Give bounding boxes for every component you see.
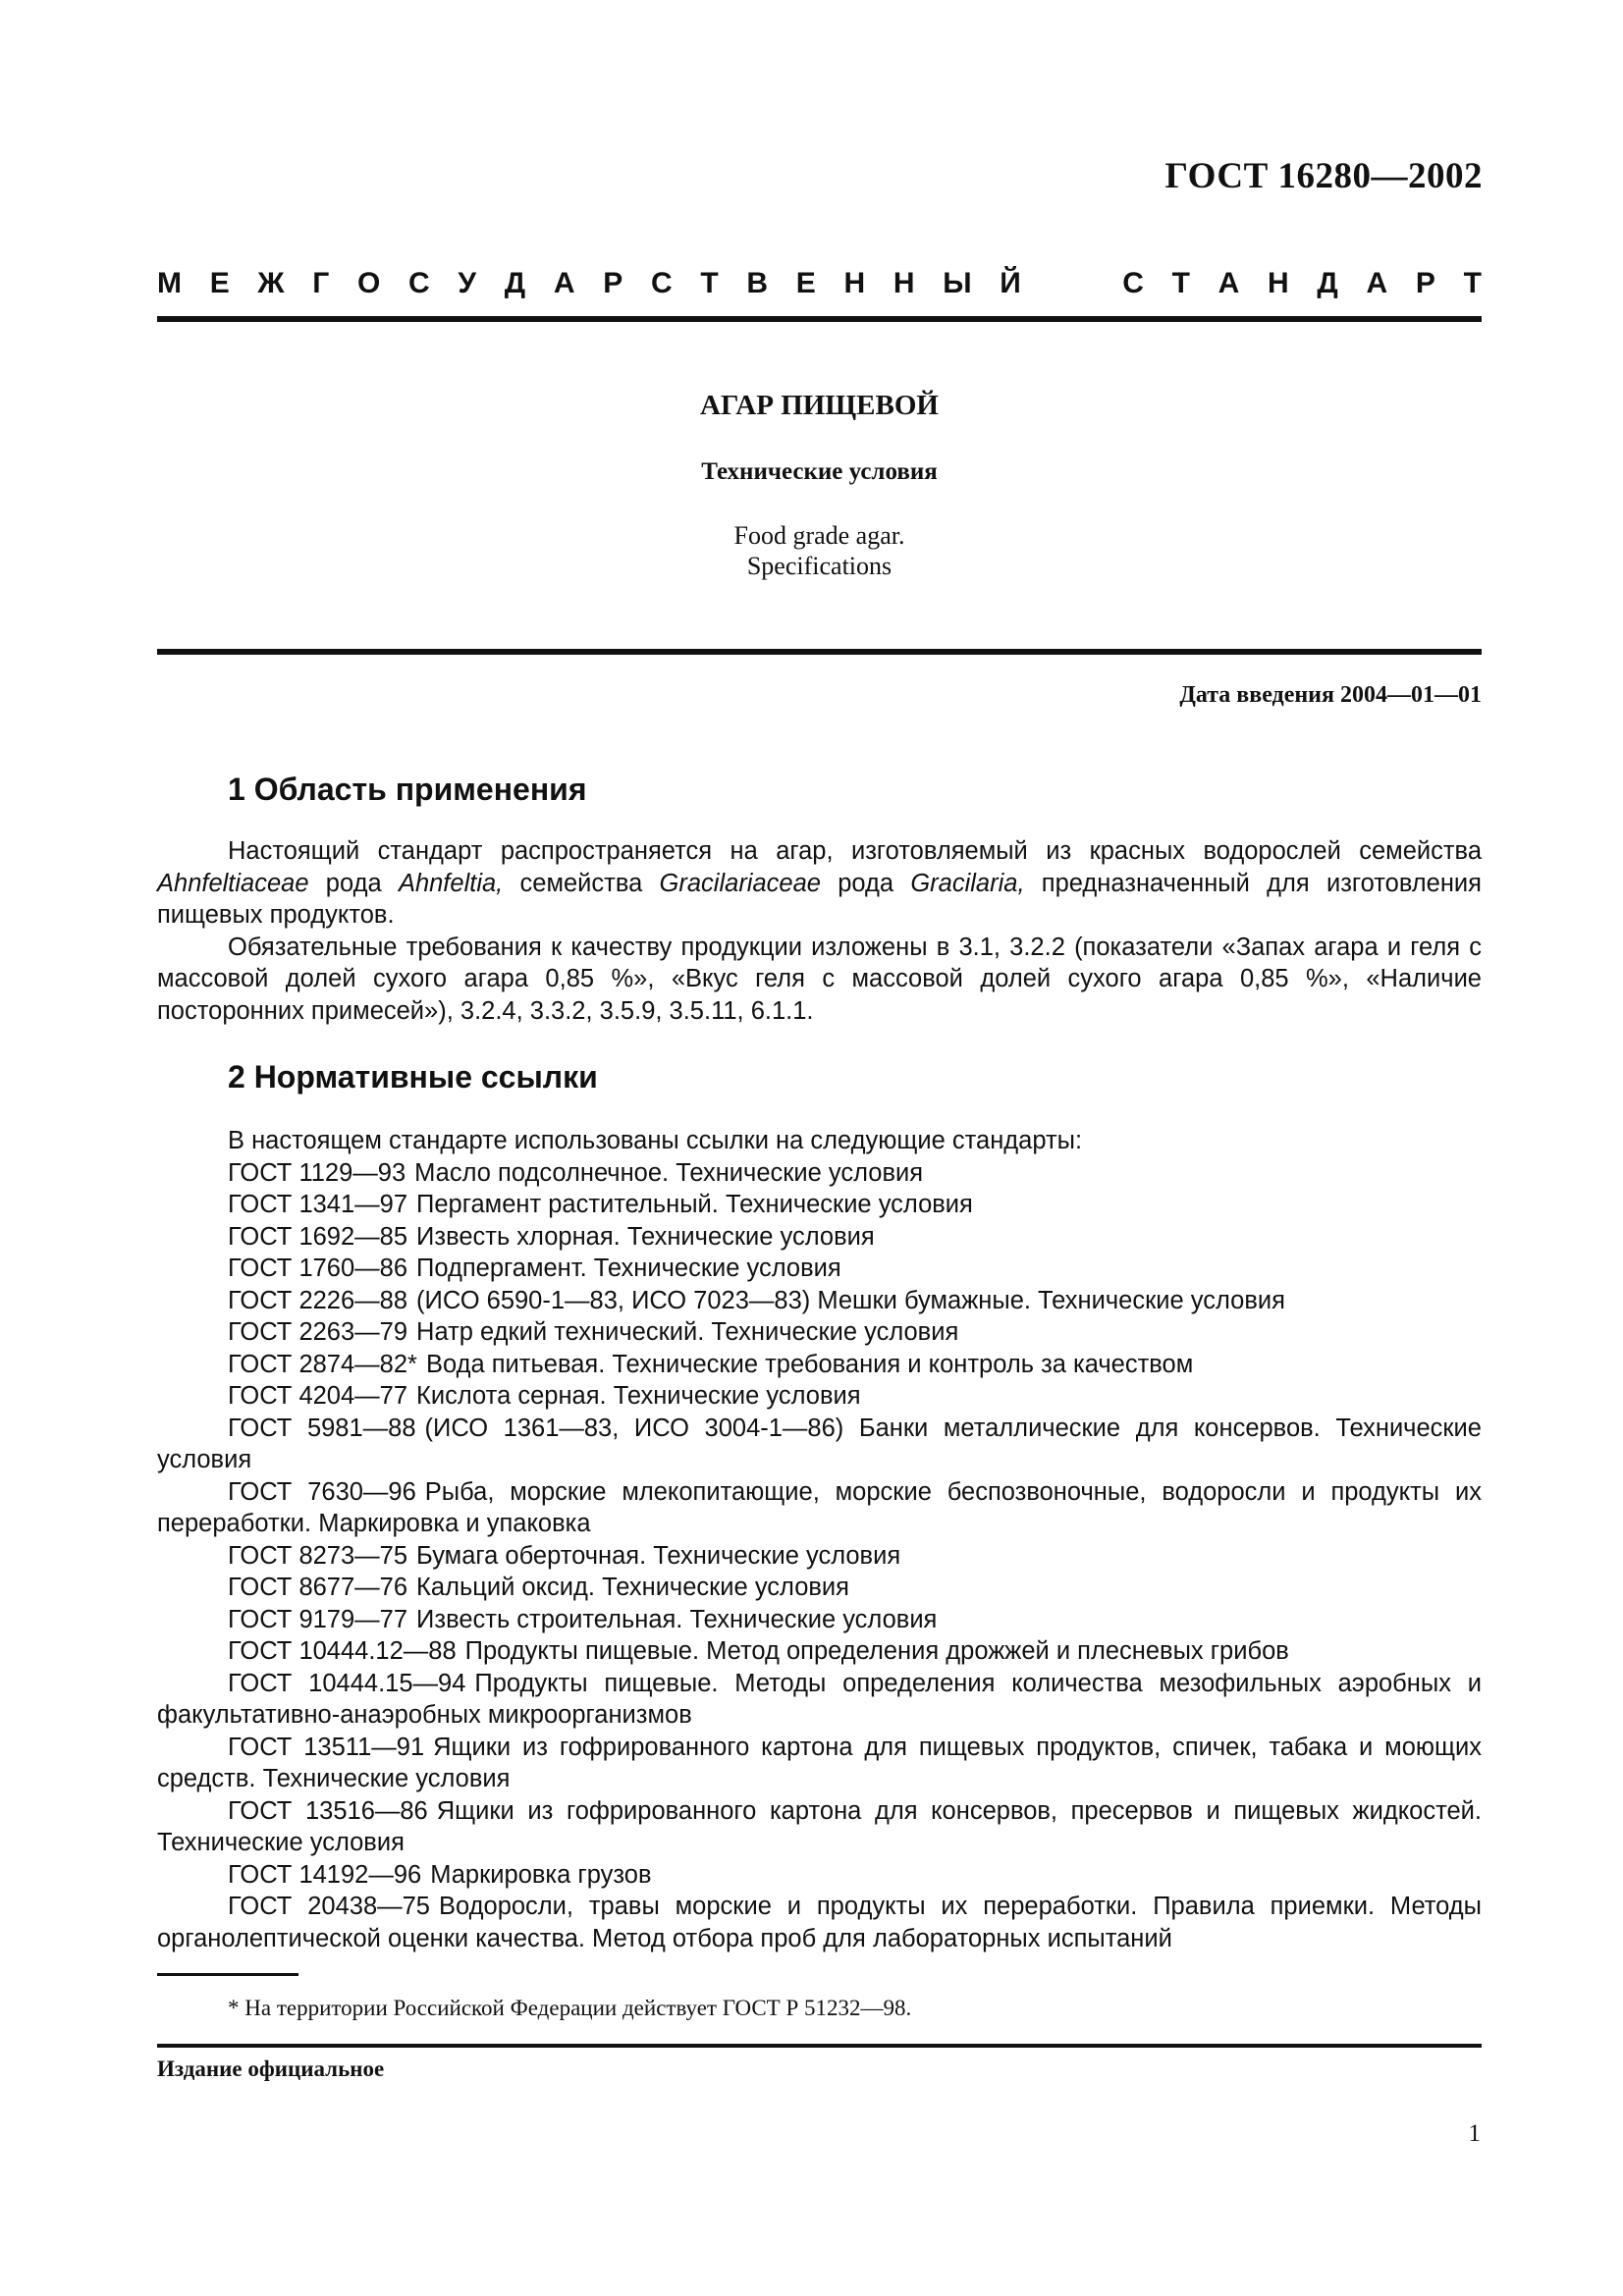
header-letter: Т <box>1171 267 1190 299</box>
header-letter: Н <box>843 267 866 299</box>
text-run: семейства <box>503 869 660 897</box>
reference-code: ГОСТ 2874—82* <box>228 1350 417 1378</box>
header-letter: А <box>1217 267 1240 299</box>
header-gap <box>1050 267 1095 300</box>
header-rule <box>157 316 1482 322</box>
reference-code: ГОСТ 8273—75 <box>228 1541 408 1570</box>
reference-item <box>157 1253 1482 1285</box>
reference-title: Водоросли, травы морские и продукты их переработки. Правила приемки. Методы органолептической оценки качества. Метод отбора проб для лабораторных испытаний <box>157 1893 1482 1952</box>
reference-item <box>157 1476 1482 1540</box>
reference-title: Подпергамент. Технические условия <box>416 1255 841 1282</box>
reference-code: ГОСТ 10444.15—94 <box>228 1669 466 1697</box>
taxon-name: Ahnfeltia, <box>398 869 504 897</box>
reference-title: Известь строительная. Технические условия <box>416 1605 938 1633</box>
reference-item <box>157 1859 1482 1892</box>
reference-item <box>157 1380 1482 1413</box>
header-banner <box>157 267 1482 300</box>
reference-code: ГОСТ 13516—86 <box>228 1796 428 1825</box>
reference-item <box>157 1604 1482 1636</box>
footer-rule <box>157 2044 1482 2048</box>
reference-item <box>157 1285 1482 1317</box>
reference-title: Рыба, морские млекопитающие, морские беспозвоночные, водоросли и продукты их переработки. Маркировка и упаковка <box>157 1477 1482 1537</box>
reference-title: Ящики из гофрированного картона для пищевых продуктов, спичек, табака и моющих средств. Технические условия <box>157 1733 1482 1792</box>
edition-label: Издание официальное <box>157 2056 385 2081</box>
header-letter: Ж <box>257 267 285 299</box>
reference-code: ГОСТ 4204—77 <box>228 1382 408 1410</box>
introduction-date: Дата введения 2004—01—01 <box>1179 682 1482 708</box>
text-run: Настоящий стандарт распространяется на агар, изготовляемый из красных водорослей семейства <box>228 837 1482 865</box>
header-letter: А <box>1366 267 1388 299</box>
reference-code: ГОСТ 2263—79 <box>228 1318 408 1346</box>
footnote-rule <box>157 1973 298 1976</box>
header-letter: С <box>650 267 673 299</box>
section-2-intro: В настоящем стандарте использованы ссылки на следующие стандарты: <box>228 1127 1083 1154</box>
reference-title: Масло подсолнечное. Технические условия <box>414 1158 924 1187</box>
reference-title: (ИСО 6590-1—83, ИСО 7023—83) Мешки бумажные. Технические условия <box>416 1286 1285 1314</box>
reference-item <box>157 1349 1482 1381</box>
document-number: ГОСТ 16280—2002 <box>1164 156 1483 196</box>
header-letter: Е <box>795 267 816 299</box>
header-letter: Е <box>209 267 230 299</box>
text-run: рода <box>820 869 911 897</box>
header-letter: А <box>553 267 575 299</box>
page-number: 1 <box>1468 2120 1481 2147</box>
header-letter: Н <box>1268 267 1289 299</box>
reference-code: ГОСТ 1129—93 <box>228 1158 406 1187</box>
header-letter: О <box>356 267 381 299</box>
reference-item <box>157 1572 1482 1604</box>
header-letter: Н <box>893 267 915 299</box>
reference-code: ГОСТ 20438—75 <box>228 1893 430 1920</box>
header-letter: Д <box>1317 267 1338 299</box>
reference-title: Продукты пищевые. Методы определения количества мезофильных аэробных и факультативно-анаэробных микроорганизмов <box>157 1669 1482 1729</box>
section-1-body <box>157 835 1482 1027</box>
reference-item <box>157 1413 1482 1476</box>
section-1-paragraph-1 <box>157 835 1482 932</box>
reference-title: Кальций оксид. Технические условия <box>416 1574 849 1601</box>
reference-item <box>157 1668 1482 1732</box>
document-subtitle: Технические условия <box>701 458 938 485</box>
document-title-english <box>157 520 1482 581</box>
header-letter: Т <box>700 267 719 299</box>
reference-item <box>157 1795 1482 1859</box>
reference-title: Продукты пищевые. Метод определения дрожжей и плесневых грибов <box>464 1637 1289 1665</box>
reference-code: ГОСТ 2226—88 <box>228 1286 408 1314</box>
reference-code: ГОСТ 8677—76 <box>228 1574 408 1601</box>
reference-item <box>157 1221 1482 1254</box>
title-en-line1: Food grade agar. <box>733 521 905 550</box>
reference-item <box>157 1316 1482 1349</box>
reference-item <box>157 1540 1482 1573</box>
document-title: АГАР ПИЩЕВОЙ <box>700 390 939 421</box>
header-letter: М <box>157 267 182 299</box>
reference-title: Ящики из гофрированного картона для консервов, пресервов и пищевых жидкостей. Технические условия <box>157 1796 1482 1856</box>
header-letter: В <box>746 267 769 299</box>
text-run: рода <box>308 869 399 897</box>
header-letter: Т <box>1463 267 1482 299</box>
reference-code: ГОСТ 7630—96 <box>228 1477 416 1506</box>
reference-title: Натр едкий технический. Технические условия <box>416 1318 959 1346</box>
reference-item <box>157 1891 1482 1954</box>
reference-title: Вода питьевая. Технические требования и контроль за качеством <box>425 1350 1194 1378</box>
reference-code: ГОСТ 1341—97 <box>228 1191 408 1218</box>
reference-item <box>157 1157 1482 1190</box>
taxon-name: Gracilaria, <box>910 869 1025 897</box>
reference-title: Маркировка грузов <box>430 1860 652 1889</box>
reference-item <box>157 1635 1482 1668</box>
header-letter: Д <box>504 267 526 299</box>
section-2-body <box>157 1125 1482 1954</box>
title-rule <box>157 649 1482 655</box>
reference-code: ГОСТ 1760—86 <box>228 1255 408 1282</box>
header-letter: У <box>458 267 477 299</box>
header-letter: Р <box>603 267 623 299</box>
header-letter: С <box>408 267 430 299</box>
section-2-heading: 2 Нормативные ссылки <box>228 1059 598 1095</box>
reference-code: ГОСТ 9179—77 <box>228 1605 408 1633</box>
reference-code: ГОСТ 13511—91 <box>228 1733 425 1761</box>
taxon-name: Ahnfeltiaceae <box>157 869 309 897</box>
reference-title: (ИСО 1361—83, ИСО 3004-1—86) Банки металлические для консервов. Технические условия <box>157 1414 1482 1473</box>
normative-references-list <box>157 1157 1482 1955</box>
reference-title: Пергамент растительный. Технические условия <box>416 1191 973 1218</box>
reference-code: ГОСТ 14192—96 <box>228 1860 422 1889</box>
title-en-line2: Specifications <box>746 552 893 580</box>
footnote: * На территории Российской Федерации действует ГОСТ Р 51232—98. <box>228 1996 912 2020</box>
section-1-paragraph-2: Обязательные требования к качеству продукции изложены в 3.1, 3.2.2 (показатели «Запах агара и геля с массовой долей сухого агара 0,85 %», «Вкус геля с массовой долей сухого агара 0,85 %», «Наличие посторонних примесей»), 3.2.4, 3.3.2, 3.5.9, 3.5.11, 6.1.1. <box>157 933 1482 1025</box>
reference-item <box>157 1189 1482 1221</box>
reference-title: Бумага оберточная. Технические условия <box>416 1541 901 1570</box>
taxon-name: Gracilariaceae <box>659 869 821 897</box>
reference-item <box>157 1732 1482 1795</box>
text-run: предназначенный для изготовления пищевых продуктов. <box>157 869 1482 929</box>
reference-code: ГОСТ 1692—85 <box>228 1222 408 1251</box>
section-1-heading: 1 Область применения <box>228 772 587 807</box>
reference-code: ГОСТ 10444.12—88 <box>228 1637 457 1665</box>
header-letter: Й <box>1000 267 1021 299</box>
reference-title: Известь хлорная. Технические условия <box>416 1222 875 1251</box>
reference-title: Кислота серная. Технические условия <box>416 1382 861 1410</box>
header-letter: Ы <box>943 267 972 299</box>
header-letter: Г <box>312 267 330 299</box>
reference-code: ГОСТ 5981—88 <box>228 1414 416 1442</box>
header-letter: Р <box>1415 267 1435 299</box>
header-letter: С <box>1122 267 1144 299</box>
